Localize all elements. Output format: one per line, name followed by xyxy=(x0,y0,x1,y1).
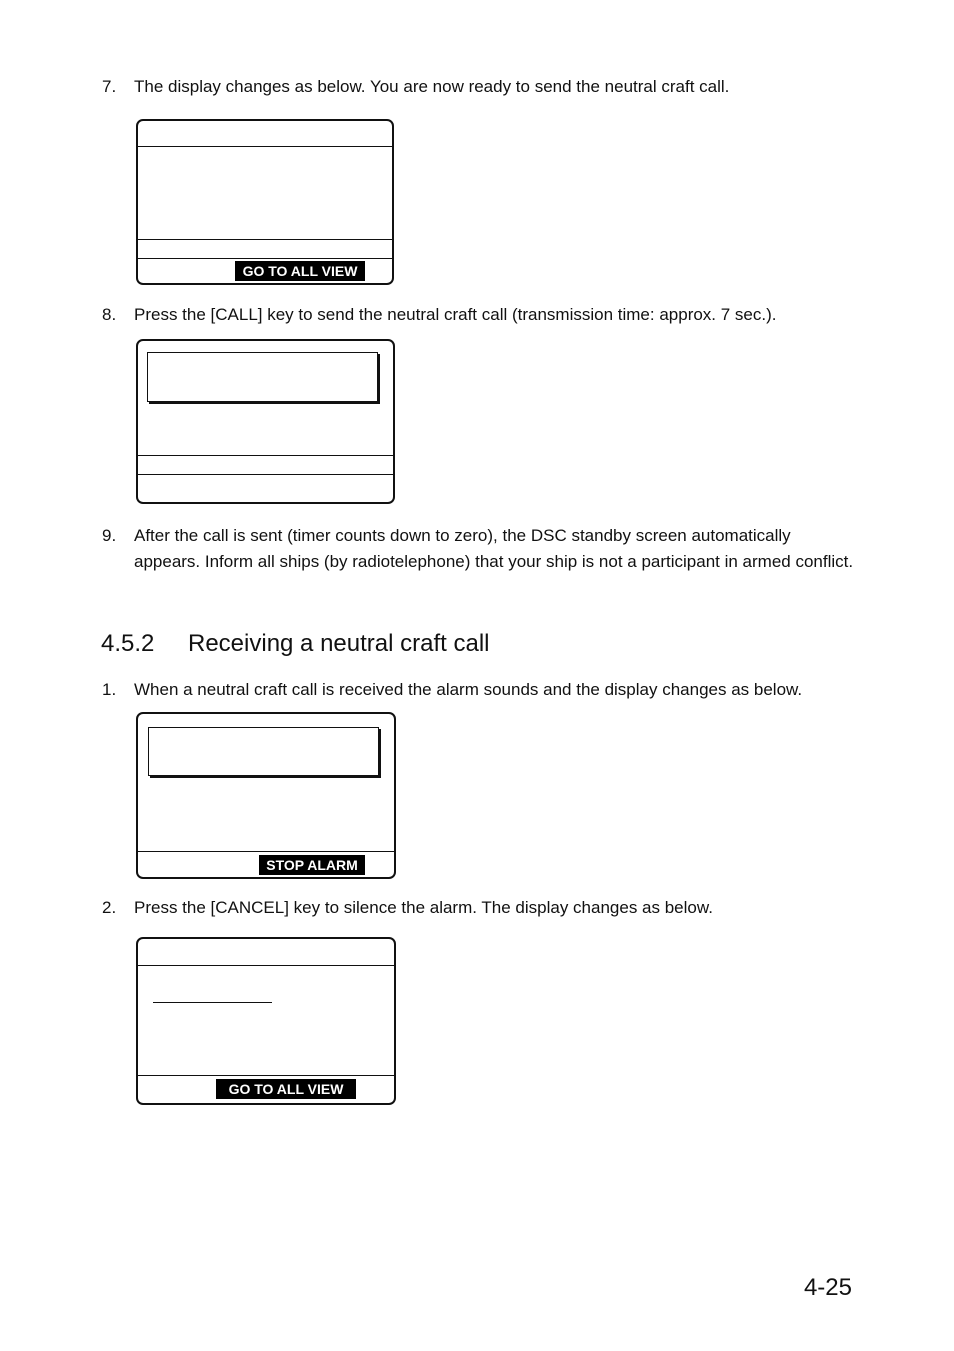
divider xyxy=(138,146,392,147)
step-number: 1. xyxy=(102,680,117,699)
underline-mark xyxy=(153,1002,272,1003)
display-alarm-cancelled xyxy=(136,937,396,1105)
divider xyxy=(138,258,392,259)
step-number: 7. xyxy=(102,77,117,96)
step-text: When a neutral craft call is received the alarm sounds and the display changes as below. xyxy=(134,680,803,699)
step-text: Press the [CALL] key to send the neutral craft call (transmission time: approx. 7 sec.). xyxy=(134,305,777,324)
section-number: 4.5.2 xyxy=(101,630,155,657)
divider xyxy=(138,965,394,966)
step-number: 2. xyxy=(102,898,117,917)
step-text: Press the [CANCEL] key to silence the alarm. The display changes as below. xyxy=(134,898,713,917)
step-text: After the call is sent (timer counts down to zero), the DSC standby screen automatically appears. Inform all ships (by radiotelephone) that your ship is not a participant in armed conflict. xyxy=(134,526,854,571)
divider xyxy=(138,239,392,240)
divider xyxy=(138,455,393,456)
go-to-all-view-softkey[interactable]: GO TO ALL VIEW xyxy=(216,1079,356,1099)
divider xyxy=(138,1075,394,1076)
go-to-all-view-softkey[interactable]: GO TO ALL VIEW xyxy=(235,261,365,281)
display-call-received xyxy=(136,712,396,879)
step-number: 9. xyxy=(102,526,117,545)
popup-box xyxy=(147,352,378,402)
divider xyxy=(138,474,393,475)
page-number: 4-25 xyxy=(803,1274,852,1301)
display-ready-to-send xyxy=(136,119,394,285)
divider xyxy=(138,851,394,852)
section-title: Receiving a neutral craft call xyxy=(188,630,490,657)
step-text: The display changes as below. You are now ready to send the neutral craft call. xyxy=(134,77,730,96)
step-number: 8. xyxy=(102,305,117,324)
display-transmitting xyxy=(136,339,395,504)
popup-box xyxy=(148,727,379,776)
stop-alarm-softkey[interactable]: STOP ALARM xyxy=(259,855,365,875)
